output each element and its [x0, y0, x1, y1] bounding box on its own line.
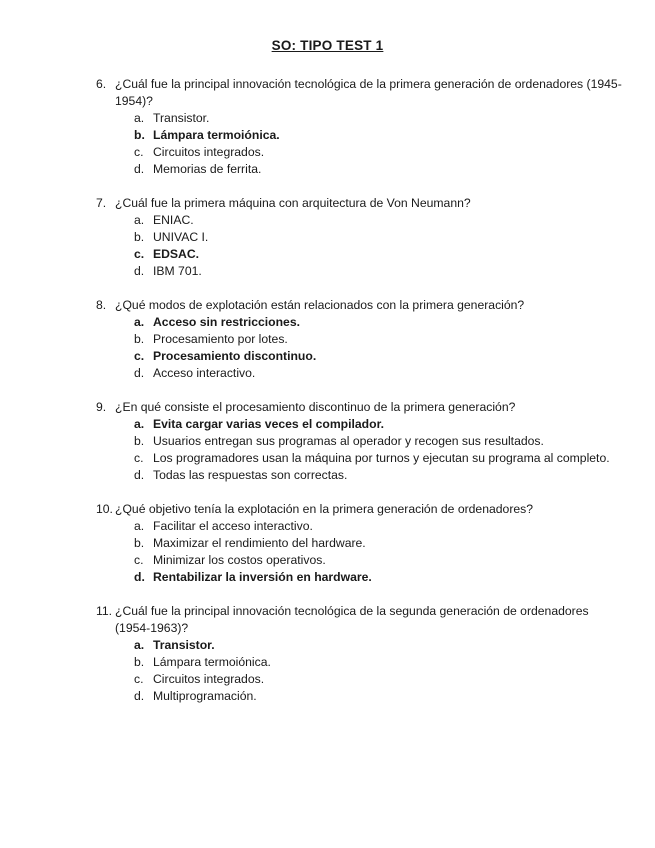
option-text: Minimizar los costos operativos.: [153, 553, 326, 567]
option-a-correct: [134, 314, 626, 331]
option-a: [134, 212, 626, 229]
option-a: [134, 110, 626, 127]
option-letter: d.: [134, 689, 145, 703]
option-c: [134, 671, 626, 688]
option-d: [134, 161, 626, 178]
question-7: [96, 195, 626, 280]
question-line: [96, 76, 626, 110]
question-6: [96, 76, 626, 178]
option-letter: c.: [134, 247, 145, 261]
option-letter: a.: [134, 519, 145, 533]
option-c-correct: [134, 348, 626, 365]
option-text: IBM 701.: [153, 264, 202, 278]
option-d: [134, 688, 626, 705]
option-letter: d.: [134, 264, 145, 278]
option-letter: d.: [134, 570, 145, 584]
option-a: [134, 518, 626, 535]
option-letter: d.: [134, 162, 145, 176]
option-text: Lámpara termoiónica.: [153, 128, 280, 142]
option-letter: a.: [134, 417, 145, 431]
question-number: 11.: [96, 604, 113, 618]
question-list: [96, 76, 626, 722]
option-text: Multiprogramación.: [153, 689, 257, 703]
option-letter: a.: [134, 638, 145, 652]
option-text: Procesamiento discontinuo.: [153, 349, 317, 363]
question-number: 10.: [96, 502, 113, 516]
option-text: Lámpara termoiónica.: [153, 655, 271, 669]
option-letter: b.: [134, 128, 145, 142]
option-letter: c.: [134, 553, 144, 567]
option-text: Transistor.: [153, 111, 210, 125]
option-letter: d.: [134, 366, 145, 380]
question-line: [96, 297, 626, 314]
question-line: [96, 501, 626, 518]
option-a-correct: [134, 637, 626, 654]
question-line: [96, 195, 626, 212]
option-text: Acceso interactivo.: [153, 366, 256, 380]
question-text: ¿Cuál fue la principal innovación tecnológica de la primera generación de ordenadores (1945-1954)?: [115, 77, 622, 108]
option-d-correct: [134, 569, 626, 586]
option-text: Los programadores usan la máquina por turnos y ejecutan su programa al completo.: [153, 451, 610, 465]
question-line: [96, 399, 626, 416]
option-letter: c.: [134, 451, 144, 465]
option-text: Evita cargar varias veces el compilador.: [153, 417, 385, 431]
question-line: [96, 603, 626, 637]
question-9: [96, 399, 626, 484]
option-list: [134, 416, 626, 484]
option-text: Procesamiento por lotes.: [153, 332, 288, 346]
option-letter: c.: [134, 349, 145, 363]
question-text: ¿Cuál fue la principal innovación tecnológica de la segunda generación de ordenadores (1954-1963)?: [115, 604, 589, 635]
question-text: ¿Cuál fue la primera máquina con arquitectura de Von Neumann?: [115, 196, 471, 210]
option-a-correct: [134, 416, 626, 433]
option-letter: b.: [134, 332, 145, 346]
option-c: [134, 552, 626, 569]
option-letter: d.: [134, 468, 145, 482]
question-11: [96, 603, 626, 705]
option-text: ENIAC.: [153, 213, 194, 227]
option-b-correct: [134, 127, 626, 144]
option-b: [134, 654, 626, 671]
option-letter: a.: [134, 315, 145, 329]
page-title: SO: TIPO TEST 1: [271, 38, 384, 53]
option-list: [134, 212, 626, 280]
option-c: [134, 144, 626, 161]
option-text: Usuarios entregan sus programas al operador y recogen sus resultados.: [153, 434, 544, 448]
option-b: [134, 229, 626, 246]
option-text: Circuitos integrados.: [153, 672, 265, 686]
question-text: ¿Qué modos de explotación están relacionados con la primera generación?: [115, 298, 525, 312]
option-letter: c.: [134, 145, 144, 159]
option-d: [134, 365, 626, 382]
option-d: [134, 467, 626, 484]
option-letter: a.: [134, 213, 145, 227]
option-text: Maximizar el rendimiento del hardware.: [153, 536, 366, 550]
option-text: Circuitos integrados.: [153, 145, 265, 159]
option-b: [134, 535, 626, 552]
option-list: [134, 518, 626, 586]
option-text: Transistor.: [153, 638, 215, 652]
option-letter: b.: [134, 230, 145, 244]
option-list: [134, 314, 626, 382]
option-list: [134, 110, 626, 178]
option-b: [134, 331, 626, 348]
option-text: Facilitar el acceso interactivo.: [153, 519, 313, 533]
question-number: 7.: [96, 196, 107, 210]
option-d: [134, 263, 626, 280]
option-letter: b.: [134, 434, 145, 448]
option-letter: a.: [134, 111, 145, 125]
question-number: 8.: [96, 298, 107, 312]
option-c-correct: [134, 246, 626, 263]
option-list: [134, 637, 626, 705]
question-10: [96, 501, 626, 586]
question-8: [96, 297, 626, 382]
option-text: Todas las respuestas son correctas.: [153, 468, 348, 482]
option-letter: b.: [134, 536, 145, 550]
option-text: Acceso sin restricciones.: [153, 315, 300, 329]
option-text: UNIVAC I.: [153, 230, 209, 244]
option-text: Rentabilizar la inversión en hardware.: [153, 570, 372, 584]
option-c: [134, 450, 626, 467]
option-text: EDSAC.: [153, 247, 200, 261]
question-number: 9.: [96, 400, 107, 414]
option-letter: c.: [134, 672, 144, 686]
option-text: Memorias de ferrita.: [153, 162, 262, 176]
option-b: [134, 433, 626, 450]
question-number: 6.: [96, 77, 107, 91]
option-letter: b.: [134, 655, 145, 669]
question-text: ¿Qué objetivo tenía la explotación en la primera generación de ordenadores?: [115, 502, 534, 516]
question-text: ¿En qué consiste el procesamiento discontinuo de la primera generación?: [115, 400, 516, 414]
